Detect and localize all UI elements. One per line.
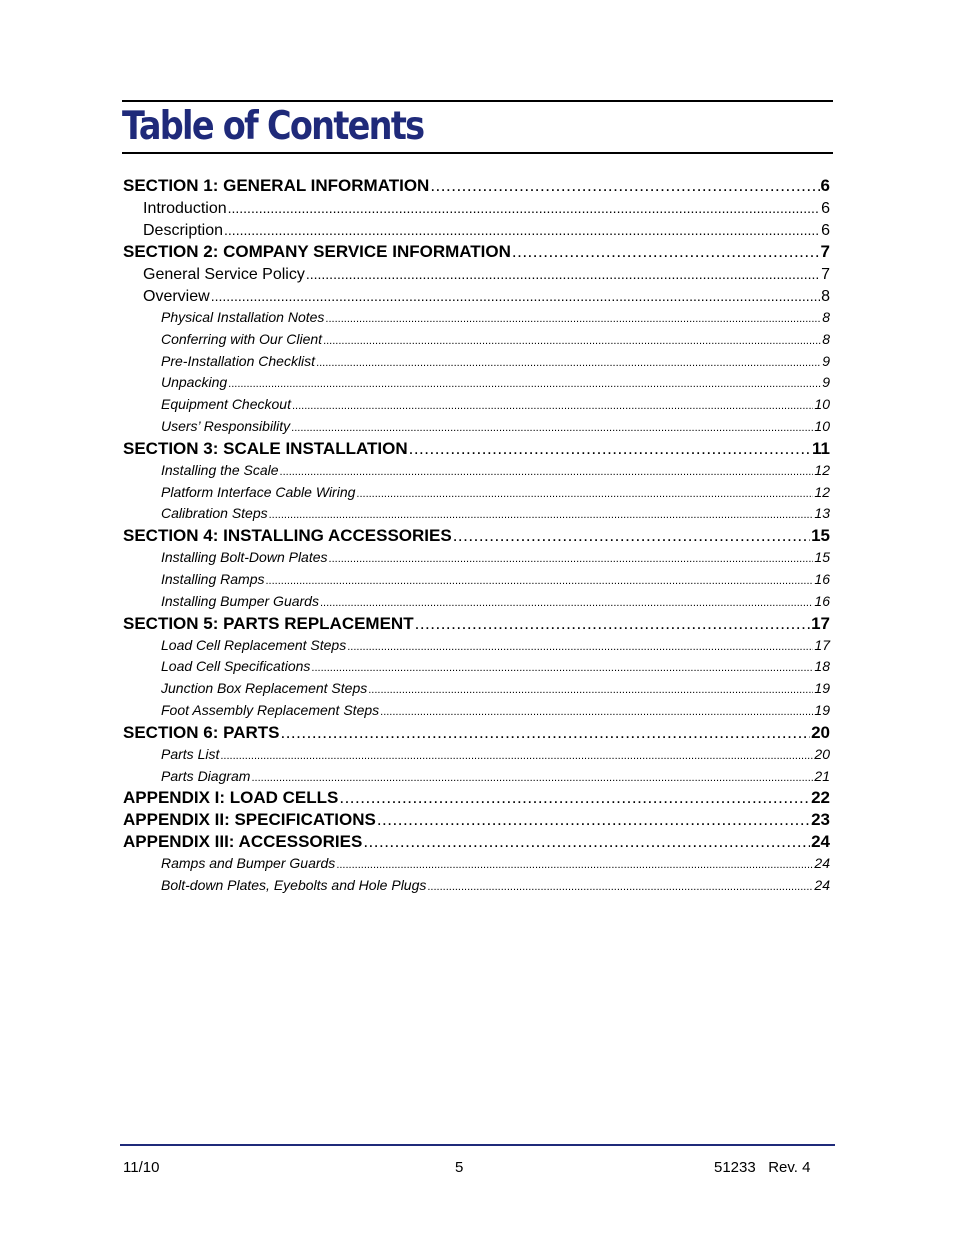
toc-entry-page: 11 bbox=[812, 438, 830, 458]
toc-dot-leader bbox=[368, 680, 813, 702]
toc-dot-leader bbox=[311, 658, 813, 680]
toc-entry-label: Platform Interface Cable Wiring bbox=[161, 483, 356, 500]
toc-entry-page: 19 bbox=[814, 701, 830, 718]
toc-entry-page: 17 bbox=[811, 613, 830, 633]
toc-entry[interactable] bbox=[123, 766, 830, 788]
toc-entry[interactable] bbox=[123, 831, 830, 853]
footer-rule bbox=[120, 1144, 835, 1146]
toc-entry[interactable] bbox=[123, 569, 830, 591]
toc-entry[interactable] bbox=[123, 656, 830, 678]
toc-entry[interactable] bbox=[123, 372, 830, 394]
toc-entry[interactable] bbox=[123, 787, 830, 809]
toc-dot-leader bbox=[339, 787, 810, 809]
toc-dot-leader bbox=[512, 241, 820, 263]
toc-entry-label: General Service Policy bbox=[143, 266, 305, 283]
toc-entry-page: 10 bbox=[814, 417, 830, 434]
toc-dot-leader bbox=[415, 613, 810, 635]
toc-entry-page: 20 bbox=[814, 745, 830, 762]
toc-entry-label: Foot Assembly Replacement Steps bbox=[161, 701, 380, 718]
toc-dot-leader bbox=[323, 331, 821, 353]
footer-date: 11/10 bbox=[123, 1159, 160, 1176]
toc-entry-page: 6 bbox=[820, 176, 830, 195]
toc-entry-label: Equipment Checkout bbox=[161, 396, 291, 413]
toc-dot-leader bbox=[427, 877, 813, 899]
toc-entry[interactable] bbox=[123, 875, 830, 897]
toc-entry[interactable] bbox=[123, 613, 830, 635]
toc-dot-leader bbox=[280, 722, 810, 744]
toc-dot-leader bbox=[453, 525, 810, 547]
footer-page-number: 5 bbox=[455, 1159, 464, 1176]
toc-entry-label: Installing Ramps bbox=[161, 570, 265, 587]
toc-entry[interactable] bbox=[123, 678, 830, 700]
toc-dot-leader bbox=[363, 831, 810, 853]
toc-entry[interactable] bbox=[123, 503, 830, 525]
toc-entry[interactable] bbox=[123, 219, 830, 241]
toc-entry-label: Load Cell Specifications bbox=[161, 658, 311, 675]
toc-entry[interactable] bbox=[123, 853, 830, 875]
toc-entry-label: Installing Bumper Guards bbox=[161, 592, 319, 609]
toc-entry-page: 17 bbox=[814, 636, 830, 653]
toc-entry-label: Ramps and Bumper Guards bbox=[161, 855, 336, 872]
toc-entry-page: 8 bbox=[822, 330, 830, 347]
toc-entry-page: 6 bbox=[821, 200, 830, 217]
toc-entry-page: 13 bbox=[814, 505, 830, 522]
toc-dot-leader bbox=[228, 197, 820, 219]
toc-dot-leader bbox=[220, 746, 813, 768]
toc-entry-label: Physical Installation Notes bbox=[161, 309, 325, 325]
toc-entry-label: APPENDIX I: LOAD CELLS bbox=[123, 788, 339, 808]
toc-dot-leader bbox=[211, 285, 820, 307]
footer-document-id: 51233 Rev. 4 bbox=[714, 1159, 811, 1176]
toc-entry-page: 21 bbox=[814, 767, 830, 784]
toc-entry-label: APPENDIX II: SPECIFICATIONS bbox=[123, 810, 376, 830]
toc-entry-label: Installing Bolt-Down Plates bbox=[161, 549, 328, 566]
toc-entry-label: SECTION 2: COMPANY SERVICE INFORMATION bbox=[123, 242, 511, 261]
toc-entry-page: 8 bbox=[821, 288, 830, 305]
toc-dot-leader bbox=[224, 219, 820, 241]
toc-dot-leader bbox=[316, 353, 821, 375]
toc-dot-leader bbox=[347, 637, 813, 659]
toc-entry-page: 24 bbox=[814, 877, 830, 894]
toc-entry-page: 12 bbox=[814, 483, 830, 500]
toc-entry-page: 16 bbox=[814, 592, 830, 609]
toc-entry-page: 22 bbox=[811, 788, 830, 808]
toc-dot-leader bbox=[266, 571, 814, 593]
toc-entry[interactable] bbox=[123, 722, 830, 744]
table-of-contents bbox=[123, 175, 830, 897]
toc-dot-leader bbox=[430, 175, 819, 197]
toc-entry-label: Installing the Scale bbox=[161, 461, 279, 478]
toc-entry-page: 9 bbox=[822, 374, 830, 391]
toc-dot-leader bbox=[325, 309, 821, 331]
toc-entry-label: SECTION 4: INSTALLING ACCESSORIES bbox=[123, 526, 452, 546]
toc-dot-leader bbox=[291, 418, 813, 440]
toc-entry-page: 20 bbox=[811, 722, 830, 742]
toc-entry-label: Introduction bbox=[143, 200, 227, 217]
toc-entry-label: Calibration Steps bbox=[161, 505, 268, 522]
toc-entry-page: 19 bbox=[814, 680, 830, 697]
toc-dot-leader bbox=[377, 809, 810, 831]
page-title: Table of Contents bbox=[122, 104, 424, 149]
toc-entry[interactable] bbox=[123, 175, 830, 197]
toc-entry[interactable] bbox=[123, 285, 830, 307]
toc-entry-label: Description bbox=[143, 222, 224, 239]
toc-entry-page: 6 bbox=[821, 222, 830, 239]
toc-entry-label: Users’ Responsibility bbox=[161, 417, 291, 434]
title-top-rule bbox=[122, 100, 833, 102]
toc-entry[interactable] bbox=[123, 744, 830, 766]
toc-entry[interactable] bbox=[123, 394, 830, 416]
toc-entry-page: 16 bbox=[814, 570, 830, 587]
toc-entry-page: 8 bbox=[822, 309, 830, 325]
toc-entry[interactable] bbox=[123, 351, 830, 373]
toc-entry[interactable] bbox=[123, 416, 830, 438]
toc-entry-label: Load Cell Replacement Steps bbox=[161, 636, 347, 653]
toc-entry[interactable] bbox=[123, 635, 830, 657]
toc-entry[interactable] bbox=[123, 263, 830, 285]
toc-entry-page: 7 bbox=[821, 266, 830, 283]
toc-entry[interactable] bbox=[123, 809, 830, 831]
toc-entry[interactable] bbox=[123, 438, 830, 460]
toc-entry-page: 9 bbox=[822, 352, 830, 369]
toc-entry-label: Unpacking bbox=[161, 374, 228, 391]
toc-dot-leader bbox=[228, 374, 821, 396]
toc-entry-page: 18 bbox=[814, 658, 830, 675]
toc-entry-label: APPENDIX III: ACCESSORIES bbox=[123, 832, 363, 852]
toc-dot-leader bbox=[356, 484, 813, 506]
toc-entry-page: 23 bbox=[811, 810, 830, 830]
toc-entry[interactable] bbox=[123, 241, 830, 263]
toc-entry-label: SECTION 5: PARTS REPLACEMENT bbox=[123, 613, 414, 633]
toc-dot-leader bbox=[251, 768, 813, 790]
toc-dot-leader bbox=[280, 462, 814, 484]
toc-dot-leader bbox=[380, 702, 813, 724]
toc-entry[interactable] bbox=[123, 460, 830, 482]
toc-entry-label: SECTION 1: GENERAL INFORMATION bbox=[123, 176, 430, 195]
toc-entry[interactable] bbox=[123, 591, 830, 613]
toc-entry-page: 7 bbox=[820, 242, 830, 261]
toc-entry-label: Junction Box Replacement Steps bbox=[161, 680, 368, 697]
toc-entry[interactable] bbox=[123, 307, 830, 329]
toc-entry[interactable] bbox=[123, 482, 830, 504]
toc-entry-page: 10 bbox=[814, 396, 830, 413]
toc-dot-leader bbox=[269, 505, 814, 527]
toc-entry-page: 24 bbox=[814, 855, 830, 872]
toc-entry-page: 12 bbox=[814, 461, 830, 478]
toc-entry-label: Overview bbox=[143, 288, 210, 305]
toc-dot-leader bbox=[320, 593, 813, 615]
toc-entry-label: Parts Diagram bbox=[161, 767, 251, 784]
title-bottom-rule bbox=[122, 152, 833, 154]
toc-entry-label: Bolt-down Plates, Eyebolts and Hole Plugs bbox=[161, 877, 427, 894]
toc-entry-page: 24 bbox=[811, 832, 830, 852]
toc-dot-leader bbox=[292, 396, 813, 418]
toc-entry-label: Pre-Installation Checklist bbox=[161, 352, 316, 369]
toc-dot-leader bbox=[329, 549, 814, 571]
toc-entry-page: 15 bbox=[811, 526, 830, 546]
toc-entry[interactable] bbox=[123, 329, 830, 351]
toc-entry-label: Conferring with Our Client bbox=[161, 330, 323, 347]
toc-entry-label: SECTION 3: SCALE INSTALLATION bbox=[123, 438, 408, 458]
toc-entry-label: SECTION 6: PARTS bbox=[123, 722, 280, 742]
toc-entry[interactable] bbox=[123, 547, 830, 569]
toc-dot-leader bbox=[409, 438, 811, 460]
toc-entry-page: 15 bbox=[814, 549, 830, 566]
toc-dot-leader bbox=[336, 855, 813, 877]
toc-dot-leader bbox=[306, 263, 820, 285]
toc-entry[interactable] bbox=[123, 197, 830, 219]
toc-entry[interactable] bbox=[123, 700, 830, 722]
toc-entry-label: Parts List bbox=[161, 745, 220, 762]
toc-entry[interactable] bbox=[123, 525, 830, 547]
